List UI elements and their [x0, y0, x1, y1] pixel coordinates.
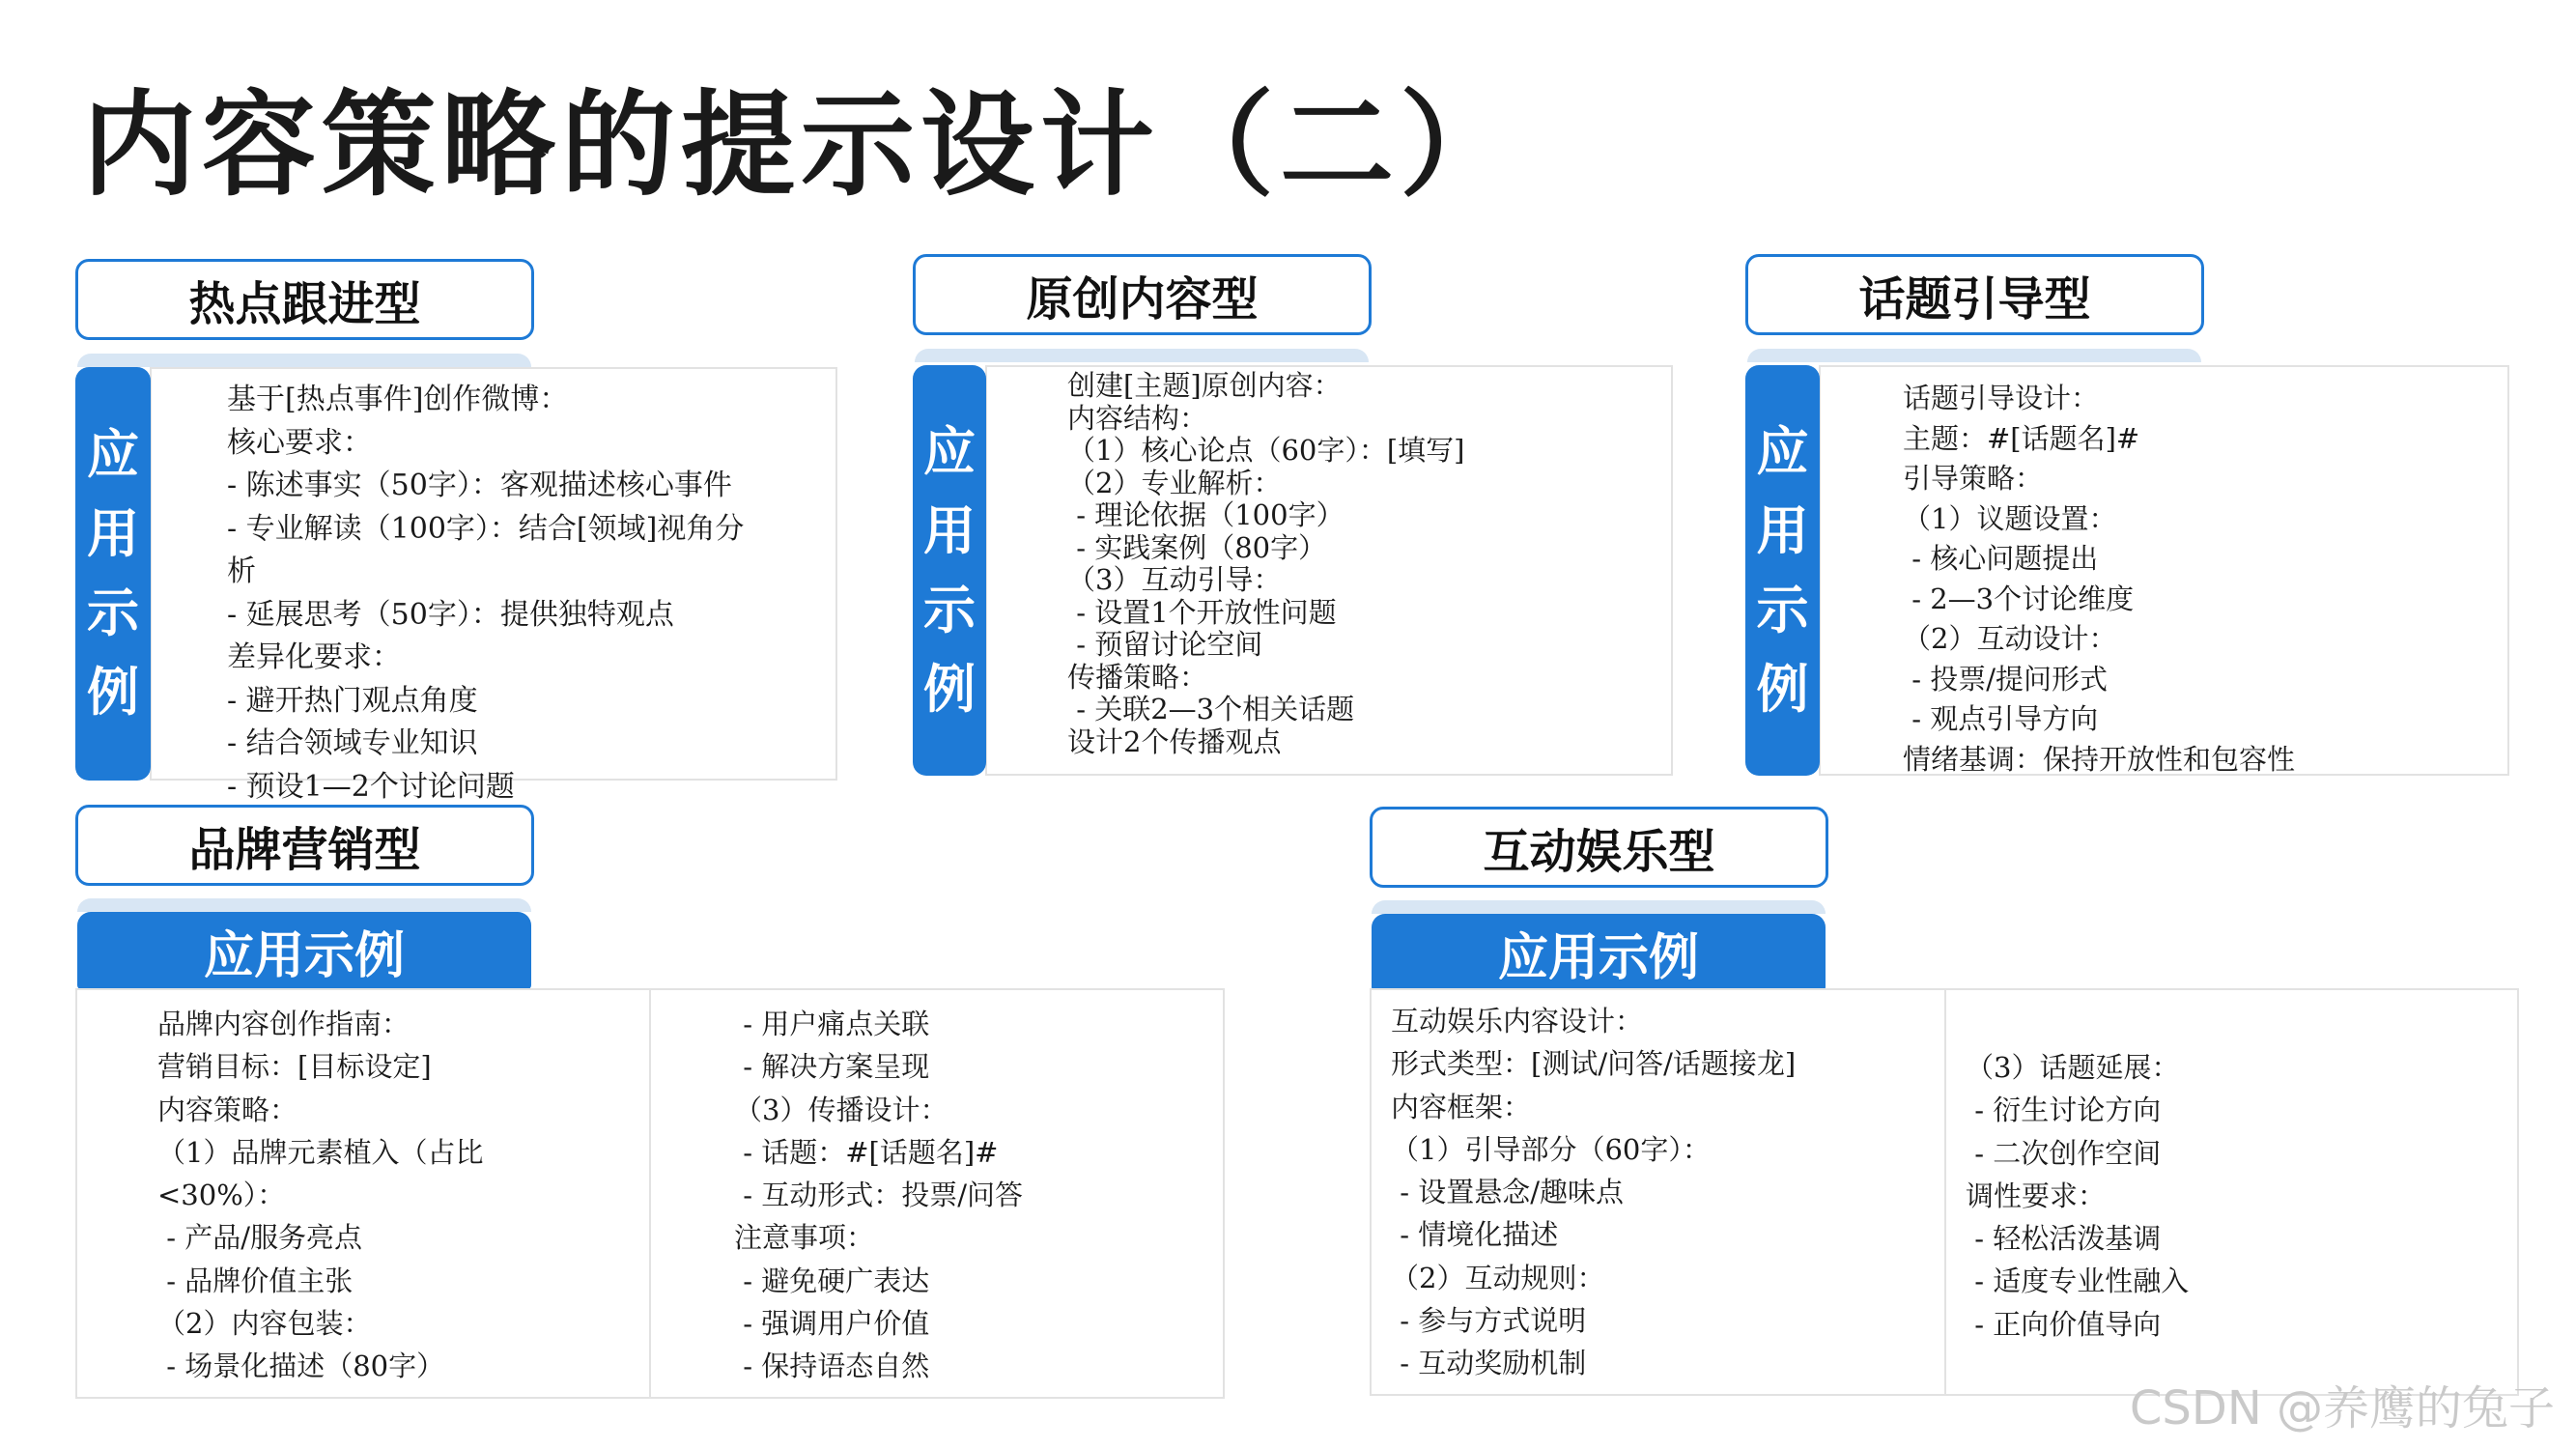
example-text-right	[1966, 1046, 2189, 1346]
text-line: - 二次创作空间	[1966, 1136, 2162, 1170]
label-char: 示	[1756, 579, 1809, 640]
text-line: （2）内容包装：	[157, 1307, 372, 1341]
text-line: - 陈述事实（50字）：客观描述核心事件	[227, 469, 732, 502]
text-line: （1）引导部分（60字）：	[1391, 1132, 1711, 1166]
text-line: - 正向价值导向	[1966, 1307, 2162, 1341]
card-header: 互动娱乐型	[1370, 807, 1828, 888]
header-tab	[1372, 900, 1826, 914]
text-line: 核心要求：	[227, 425, 372, 460]
text-line: 内容框架：	[1391, 1090, 1532, 1123]
text-line: - 保持语态自然	[734, 1350, 930, 1383]
text-line: - 设置1个开放性问题	[1067, 595, 1337, 629]
header-tab	[77, 898, 531, 912]
column-divider	[1944, 990, 1946, 1394]
text-line: （2）互动规则：	[1391, 1261, 1605, 1294]
text-line: - 解决方案呈现	[734, 1050, 930, 1084]
label-char: 用	[923, 499, 976, 561]
text-line: 创建[主题]原创内容：	[1067, 369, 1342, 402]
text-line: - 关联2—3个相关话题	[1067, 693, 1355, 725]
label-char: 应	[87, 424, 139, 485]
text-line: 主题：#[话题名]#	[1903, 421, 2140, 455]
example-text-right	[734, 1003, 1023, 1388]
label-char: 用	[87, 503, 139, 564]
text-line: - 强调用户价值	[734, 1307, 930, 1341]
header-tab	[1747, 349, 2201, 362]
card-header: 话题引导型	[1745, 254, 2204, 335]
text-line: 注意事项：	[734, 1221, 875, 1255]
label-char: 示	[87, 582, 139, 643]
text-line: 互动娱乐内容设计：	[1391, 1005, 1644, 1037]
text-line: 引导策略：	[1903, 462, 2044, 495]
label-char: 应	[923, 420, 976, 482]
text-line: 传播策略：	[1067, 660, 1208, 694]
text-line: （3）话题延展：	[1966, 1051, 2180, 1084]
label-char: 应	[1756, 420, 1809, 482]
example-text-left	[1391, 1000, 1796, 1385]
text-line: - 情境化描述	[1391, 1218, 1559, 1252]
label-char: 例	[923, 658, 976, 720]
example-label-vertical	[1745, 365, 1820, 776]
text-line: - 投票/提问形式	[1903, 662, 2109, 696]
text-line: - 预留讨论空间	[1067, 628, 1263, 661]
text-line: - 互动奖励机制	[1391, 1347, 1587, 1380]
label-char: 例	[87, 662, 139, 723]
text-line: （1）议题设置：	[1903, 501, 2117, 535]
text-line: 情绪基调：保持开放性和包容性	[1903, 742, 2296, 776]
example-text	[227, 379, 744, 809]
text-line: 设计2个传播观点	[1067, 724, 1282, 758]
text-line: - 话题：#[话题名]#	[734, 1135, 999, 1169]
watermark: CSDN @养鹰的兔子	[2129, 1381, 2555, 1435]
card-header: 品牌营销型	[75, 805, 534, 886]
text-line: - 观点引导方向	[1903, 702, 2099, 735]
header-tab	[77, 354, 531, 367]
example-label-vertical	[913, 365, 986, 776]
example-label-bar: 应用示例	[1372, 914, 1826, 991]
text-line: - 预设1—2个讨论问题	[227, 769, 515, 804]
text-line: 营销目标：[目标设定]	[157, 1050, 432, 1084]
example-text	[1903, 379, 2295, 780]
example-label-vertical	[75, 367, 151, 781]
text-line: - 产品/服务亮点	[157, 1221, 363, 1255]
example-text-left	[157, 1003, 483, 1388]
header-tab	[915, 349, 1369, 362]
text-line: - 适度专业性融入	[1966, 1264, 2190, 1298]
text-line: - 设置悬念/趣味点	[1391, 1176, 1625, 1209]
text-line: 品牌内容创作指南：	[157, 1008, 410, 1040]
column-divider	[649, 990, 651, 1397]
label-char: 示	[923, 579, 976, 640]
text-line: 形式类型：[测试/问答/话题接龙]	[1391, 1047, 1797, 1081]
text-line: - 专业解读（100字）：结合[领域]视角分	[227, 511, 745, 546]
card-header: 原创内容型	[913, 254, 1372, 335]
page-title: 内容策略的提示设计（二）	[82, 78, 1520, 212]
text-line: 内容结构：	[1067, 401, 1208, 435]
text-line: - 轻松活泼基调	[1966, 1222, 2162, 1256]
text-line: 差异化要求：	[227, 640, 401, 674]
text-line: （1）品牌元素植入（占比	[157, 1135, 484, 1169]
text-line: （2）专业解析：	[1067, 466, 1282, 499]
text-line: 析	[227, 554, 256, 588]
text-line: - 衍生讨论方向	[1966, 1094, 2162, 1127]
text-line: （3）传播设计：	[734, 1093, 948, 1126]
text-line: （2）互动设计：	[1903, 622, 2117, 655]
label-char: 例	[1756, 658, 1809, 720]
example-label-bar: 应用示例	[77, 912, 531, 989]
text-line: - 避免硬广表达	[734, 1264, 930, 1297]
label-char: 用	[1756, 499, 1809, 561]
text-line: - 核心问题提出	[1903, 542, 2099, 575]
text-line: 内容策略：	[157, 1093, 298, 1126]
text-line: 基于[热点事件]创作微博：	[227, 383, 569, 416]
text-line: - 理论依据（100字）	[1067, 498, 1345, 531]
text-line: 调性要求：	[1966, 1179, 2107, 1212]
text-line: - 品牌价值主张	[157, 1264, 354, 1297]
text-line: （1）核心论点（60字）：[填写]	[1067, 434, 1465, 467]
card-header: 热点跟进型	[75, 259, 534, 340]
text-line: <30%）：	[157, 1179, 286, 1212]
text-line: （3）互动引导：	[1067, 563, 1282, 596]
text-line: - 参与方式说明	[1391, 1304, 1587, 1338]
text-line: - 结合领域专业知识	[227, 726, 478, 760]
text-line: - 避开热门观点角度	[227, 683, 478, 718]
text-line: - 实践案例（80字）	[1067, 530, 1327, 564]
text-line: - 2—3个讨论维度	[1903, 582, 2135, 615]
text-line: 话题引导设计：	[1903, 382, 2100, 414]
text-line: - 场景化描述（80字）	[157, 1350, 445, 1383]
example-text	[1067, 370, 1464, 758]
text-line: - 用户痛点关联	[734, 1008, 930, 1040]
text-line: - 延展思考（50字）：提供独特观点	[227, 597, 674, 632]
text-line: - 互动形式：投票/问答	[734, 1179, 1024, 1212]
